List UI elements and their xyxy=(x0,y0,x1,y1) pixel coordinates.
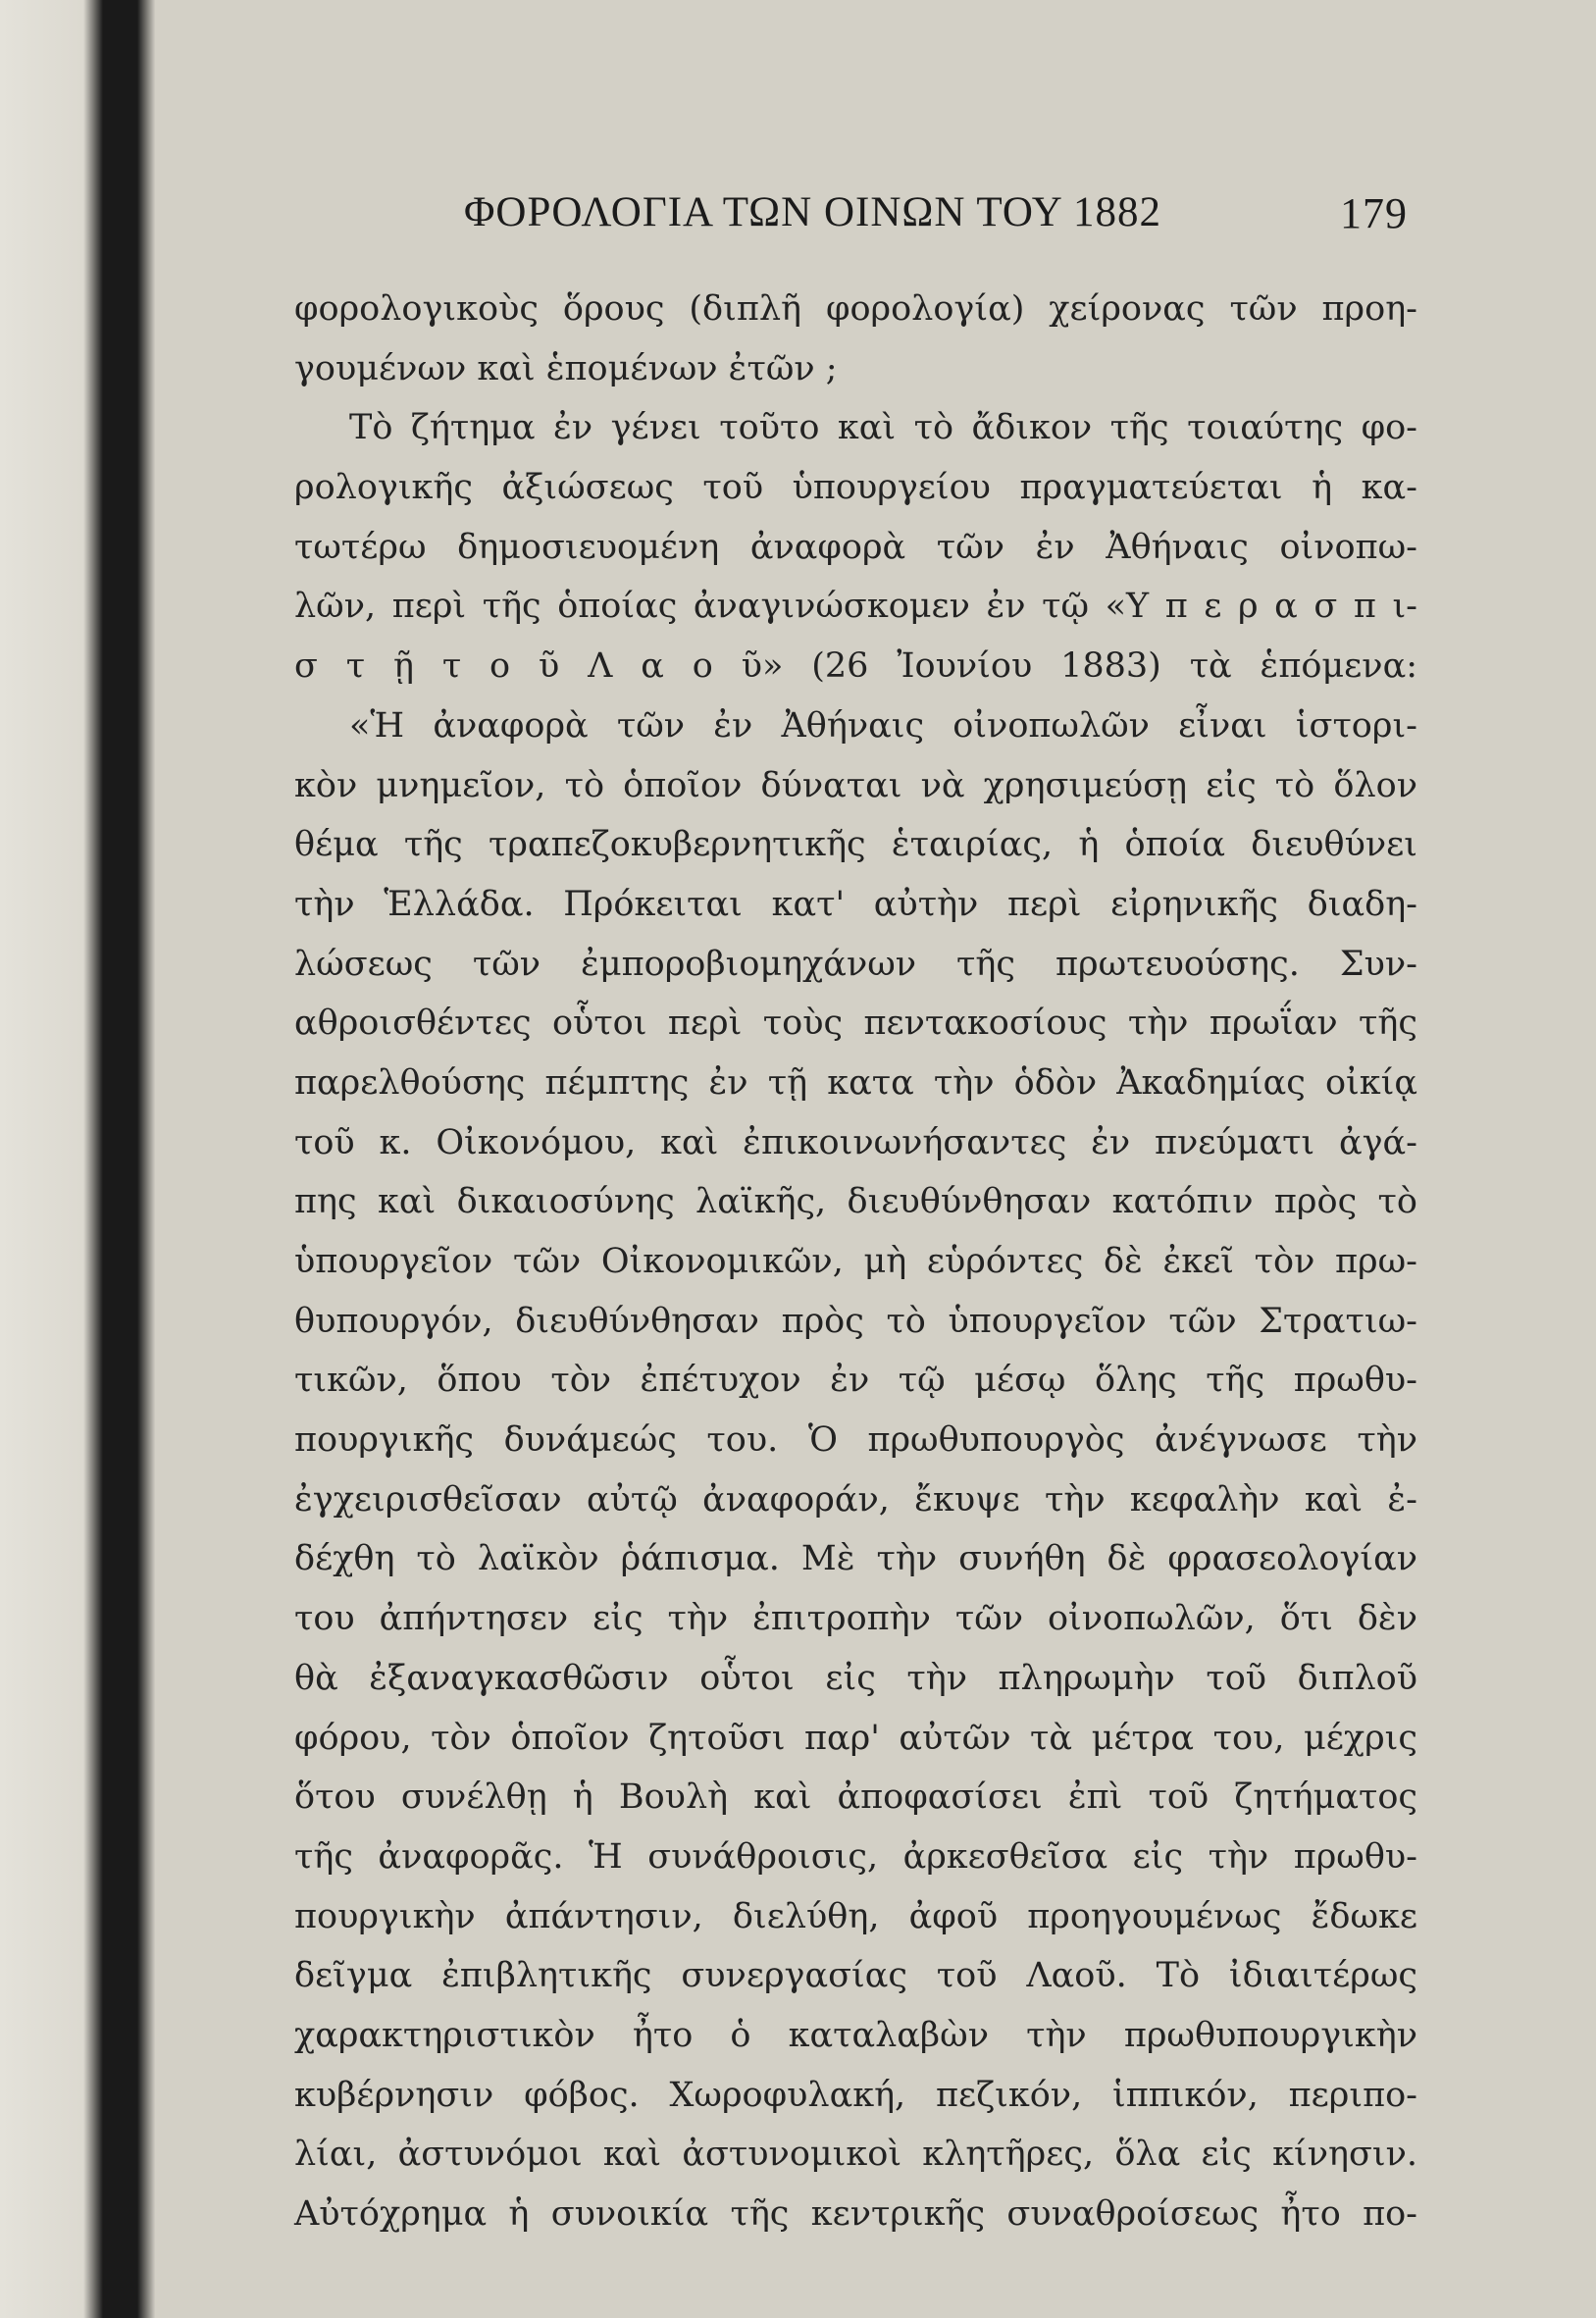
text-line: φορολογικοὺς ὅρους (διπλῆ φορολογία) χείρονας τῶν προη- xyxy=(294,289,1417,329)
book-gutter xyxy=(0,0,157,2318)
text-line: λῶν, περὶ τῆς ὁποίας ἀναγινώσκομεν ἐν τῷ «Υ π ε ρ α σ π ι- xyxy=(294,587,1417,627)
text-line: πουργικὴν ἀπάντησιν, διελύθη, ἀφοῦ προηγουμένως ἔδωκε xyxy=(294,1896,1417,1936)
text-line: φόρου, τὸν ὁποῖον ζητοῦσι παρ' αὐτῶν τὰ μέτρα του, μέχρις xyxy=(294,1718,1417,1758)
text-line: «Ἡ ἀναφορὰ τῶν ἐν Ἀθήναις οἰνοπωλῶν εἶναι ἱστορι- xyxy=(349,705,1417,746)
text-line: ἐγχειρισθεῖσαν αὐτῷ ἀναφοράν, ἔκυψε τὴν κεφαλὴν καὶ ἐ- xyxy=(294,1479,1417,1520)
text-line: τοῦ κ. Οἰκονόμου, καὶ ἐπικοινωνήσαντες ἐν πνεύματι ἀγά- xyxy=(294,1122,1417,1162)
text-line: χαρακτηριστικὸν ἦτο ὁ καταλαβὼν τὴν πρωθυπουργικὴν xyxy=(294,2015,1417,2055)
text-line: τικῶν, ὅπου τὸν ἐπέτυχον ἐν τῷ μέσῳ ὅλης τῆς πρωθυ- xyxy=(294,1361,1417,1401)
running-head xyxy=(309,188,1417,247)
text-line: αθροισθέντες οὗτοι περὶ τοὺς πεντακοσίους τὴν πρωΐαν τῆς xyxy=(294,1004,1417,1044)
text-line: ὑπουργεῖον τῶν Οἰκονομικῶν, μὴ εὑρόντες δὲ ἐκεῖ τὸν πρω- xyxy=(294,1242,1417,1281)
text-line: Αὐτόχρημα ἡ συνοικία τῆς κεντρικῆς συναθροίσεως ἦτο πο- xyxy=(294,2194,1417,2234)
text-line: σ τ ῇ τ ο ῦ Λ α ο ῦ» (26 Ἰουνίου 1883) τὰ ἑπόμενα: xyxy=(294,646,1417,687)
text-line: του ἀπήντησεν εἰς τὴν ἐπιτροπὴν τῶν οἰνοπωλῶν, ὅτι δὲν xyxy=(294,1599,1417,1639)
text-line: γουμένων καὶ ἑπομένων ἐτῶν ; xyxy=(294,348,838,388)
text-line: πουργικῆς δυνάμεώς του. Ὁ πρωθυπουργὸς ἀνέγνωσε τὴν xyxy=(294,1420,1417,1461)
text-line: πης καὶ δικαιοσύνης λαϊκῆς, διευθύνθησαν κατόπιν πρὸς τὸ xyxy=(294,1182,1417,1222)
body-text xyxy=(294,280,1417,2244)
text-line: παρελθούσης πέμπτης ἐν τῇ κατα τὴν ὁδὸν Ἀκαδημίας οἰκίᾳ xyxy=(294,1062,1417,1103)
text-line: τωτέρω δημοσιευομένη ἀναφορὰ τῶν ἐν Ἀθήναις οἰνοπω- xyxy=(294,527,1417,567)
running-title: ΦΟΡΟΛΟΓΙΑ ΤΩΝ ΟΙΝΩΝ ΤΟΥ 1882 xyxy=(464,189,1161,235)
text-line: θὰ ἐξαναγκασθῶσιν οὗτοι εἰς τὴν πληρωμὴν τοῦ διπλοῦ xyxy=(294,1658,1417,1698)
text-line: λίαι, ἀστυνόμοι καὶ ἀστυνομικοὶ κλητῆρες, ὅλα εἰς κίνησιν. xyxy=(294,2135,1417,2175)
text-line: δέχθη τὸ λαϊκὸν ῥάπισμα. Μὲ τὴν συνήθη δὲ φρασεολογίαν xyxy=(294,1539,1417,1579)
text-line: λώσεως τῶν ἐμποροβιομηχάνων τῆς πρωτευούσης. Συν- xyxy=(294,944,1417,984)
text-line: κὸν μνημεῖον, τὸ ὁποῖον δύναται νὰ χρησιμεύσῃ εἰς τὸ ὅλον xyxy=(294,765,1417,805)
text-line: Τὸ ζήτημα ἐν γένει τοῦτο καὶ τὸ ἄδικον τῆς τοιαύτης φο- xyxy=(349,408,1417,448)
text-line: τῆς ἀναφορᾶς. Ἡ συνάθροισις, ἀρκεσθεῖσα εἰς τὴν πρωθυ- xyxy=(294,1836,1417,1877)
text-line: ρολογικῆς ἀξιώσεως τοῦ ὑπουργείου πραγματεύεται ἡ κα- xyxy=(294,468,1417,508)
text-line: τὴν Ἑλλάδα. Πρόκειται κατ' αὐτὴν περὶ εἰρηνικῆς διαδη- xyxy=(294,884,1417,924)
text-line: ὅτου συνέλθῃ ἡ Βουλὴ καὶ ἀποφασίσει ἐπὶ τοῦ ζητήματος xyxy=(294,1777,1417,1818)
text-line: δεῖγμα ἐπιβλητικῆς συνεργασίας τοῦ Λαοῦ. Τὸ ἰδιαιτέρως xyxy=(294,1956,1417,1996)
text-line: κυβέρνησιν φόβος. Χωροφυλακή, πεζικόν, ἱππικόν, περιπο- xyxy=(294,2075,1417,2115)
page-number: 179 xyxy=(1340,189,1408,237)
text-line: θέμα τῆς τραπεζοκυβερνητικῆς ἑταιρίας, ἡ ὁποία διευθύνει xyxy=(294,825,1417,865)
text-line: θυπουργόν, διευθύνθησαν πρὸς τὸ ὑπουργεῖον τῶν Στρατιω- xyxy=(294,1301,1417,1341)
